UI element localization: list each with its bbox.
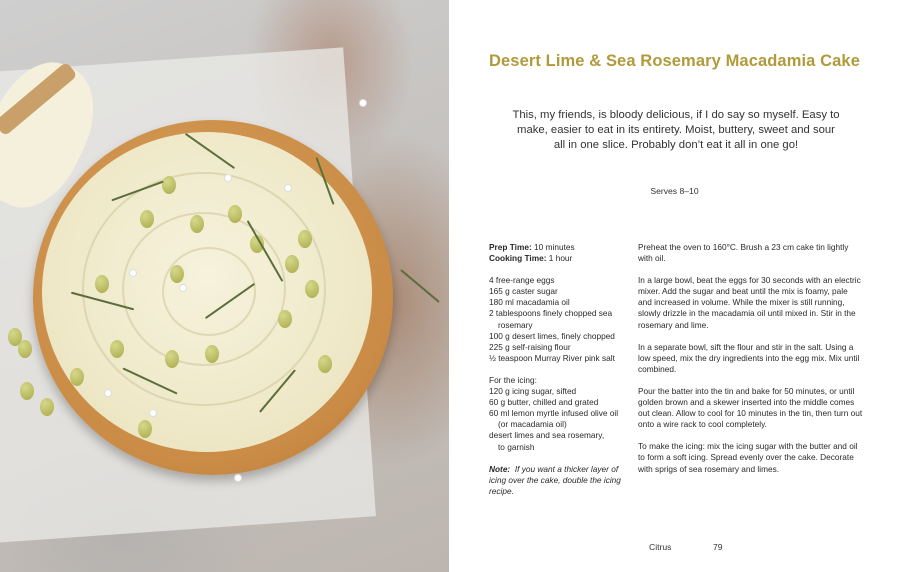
- recipe-intro: This, my friends, is bloody delicious, if I do say so myself. Easy to make, easier to eat in its entirety. Moist, buttery, sweet and sour all in one slice. Probably don’t eat it all in one go!: [512, 109, 840, 151]
- method-step: Preheat the oven to 160°C. Brush a 23 cm cake tin lightly with oil.: [638, 242, 849, 264]
- lime-garnish: [138, 420, 152, 438]
- flower-garnish: [225, 175, 231, 181]
- lime-garnish: [205, 345, 219, 363]
- icing-ingredient: 120 g icing sugar, sifted: [489, 386, 577, 397]
- flower-garnish: [150, 410, 156, 416]
- flower-garnish: [180, 285, 186, 291]
- lime-garnish: [298, 230, 312, 248]
- prep-time: Prep Time: 10 minutes: [489, 242, 575, 252]
- ingredient: rosemary: [498, 319, 533, 330]
- method-column: [638, 242, 863, 486]
- lime-garnish: [95, 275, 109, 293]
- lime-garnish: [40, 398, 54, 416]
- flower-garnish: [285, 185, 291, 191]
- page-number: 79: [713, 542, 723, 552]
- flower-garnish: [130, 270, 136, 276]
- cake-photo: [0, 0, 449, 572]
- lime-garnish: [70, 368, 84, 386]
- lime-garnish: [20, 382, 34, 400]
- lime-garnish: [285, 255, 299, 273]
- lime-garnish: [318, 355, 332, 373]
- recipe-note: Note: If you want a thicker layer of icing over the cake, double the icing recipe.: [489, 463, 621, 496]
- ingredient: 165 g caster sugar: [489, 286, 558, 297]
- lime-garnish: [110, 340, 124, 358]
- icing-ingredient: (or macadamia oil): [498, 419, 567, 430]
- icing-heading: For the icing:: [489, 374, 537, 385]
- footer-section: Citrus: [649, 542, 672, 552]
- recipe-title: Desert Lime & Sea Rosemary Macadamia Cake: [489, 52, 860, 70]
- ingredients-column: [489, 242, 634, 497]
- lime-garnish: [305, 280, 319, 298]
- icing-ingredient: to garnish: [498, 441, 535, 452]
- ingredient: 4 free-range eggs: [489, 275, 555, 286]
- lime-garnish: [162, 176, 176, 194]
- icing-ingredient: desert limes and sea rosemary,: [489, 430, 605, 441]
- lime-garnish: [140, 210, 154, 228]
- flower-garnish: [105, 390, 111, 396]
- ingredient: 2 tablespoons finely chopped sea: [489, 308, 613, 319]
- method-step: To make the icing: mix the icing sugar with the butter and oil to form a soft icing. Spread evenly over the cake. Decorate with sprigs of sea rosemary and limes.: [638, 441, 858, 474]
- lime-garnish: [165, 350, 179, 368]
- rosemary-sprig: [400, 269, 440, 303]
- lime-garnish: [18, 340, 32, 358]
- method-step: In a separate bowl, sift the flour and stir in the salt. Using a low speed, mix the dry ingredients into the egg mix. Mix until combined.: [638, 341, 860, 374]
- lime-garnish: [170, 265, 184, 283]
- cooking-time: Cooking Time: 1 hour: [489, 253, 573, 264]
- ingredient: 180 ml macadamia oil: [489, 297, 570, 308]
- ingredient: 100 g desert limes, finely chopped: [489, 330, 615, 341]
- cake-icing: [42, 132, 372, 452]
- icing-ingredient: 60 g butter, chilled and grated: [489, 397, 599, 408]
- serves: Serves 8–10: [650, 186, 699, 196]
- lime-garnish: [190, 215, 204, 233]
- lime-garnish: [228, 205, 242, 223]
- method-step: In a large bowl, beat the eggs for 30 seconds with an electric mixer. Add the sugar and beat until the mix is foamy, pale and increased in volume. While the mixer is still running, slowly drizzle in the macadamia oil until mixed in. Stir in the rosemary and lime.: [638, 275, 861, 330]
- flower-garnish: [235, 475, 241, 481]
- ingredient: ½ teaspoon Murray River pink salt: [489, 352, 615, 363]
- lime-garnish: [278, 310, 292, 328]
- ingredient: 225 g self-raising flour: [489, 341, 571, 352]
- icing-ingredient: 60 ml lemon myrtle infused olive oil: [489, 408, 619, 419]
- flower-garnish: [360, 100, 366, 106]
- recipe-page: [449, 0, 900, 572]
- method-step: Pour the batter into the tin and bake for 50 minutes, or until golden brown and a skewer inserted into the middle comes out clean. Allow to cool for 10 minutes in the tin, then turn out onto a wire rack to cool completely.: [638, 385, 863, 430]
